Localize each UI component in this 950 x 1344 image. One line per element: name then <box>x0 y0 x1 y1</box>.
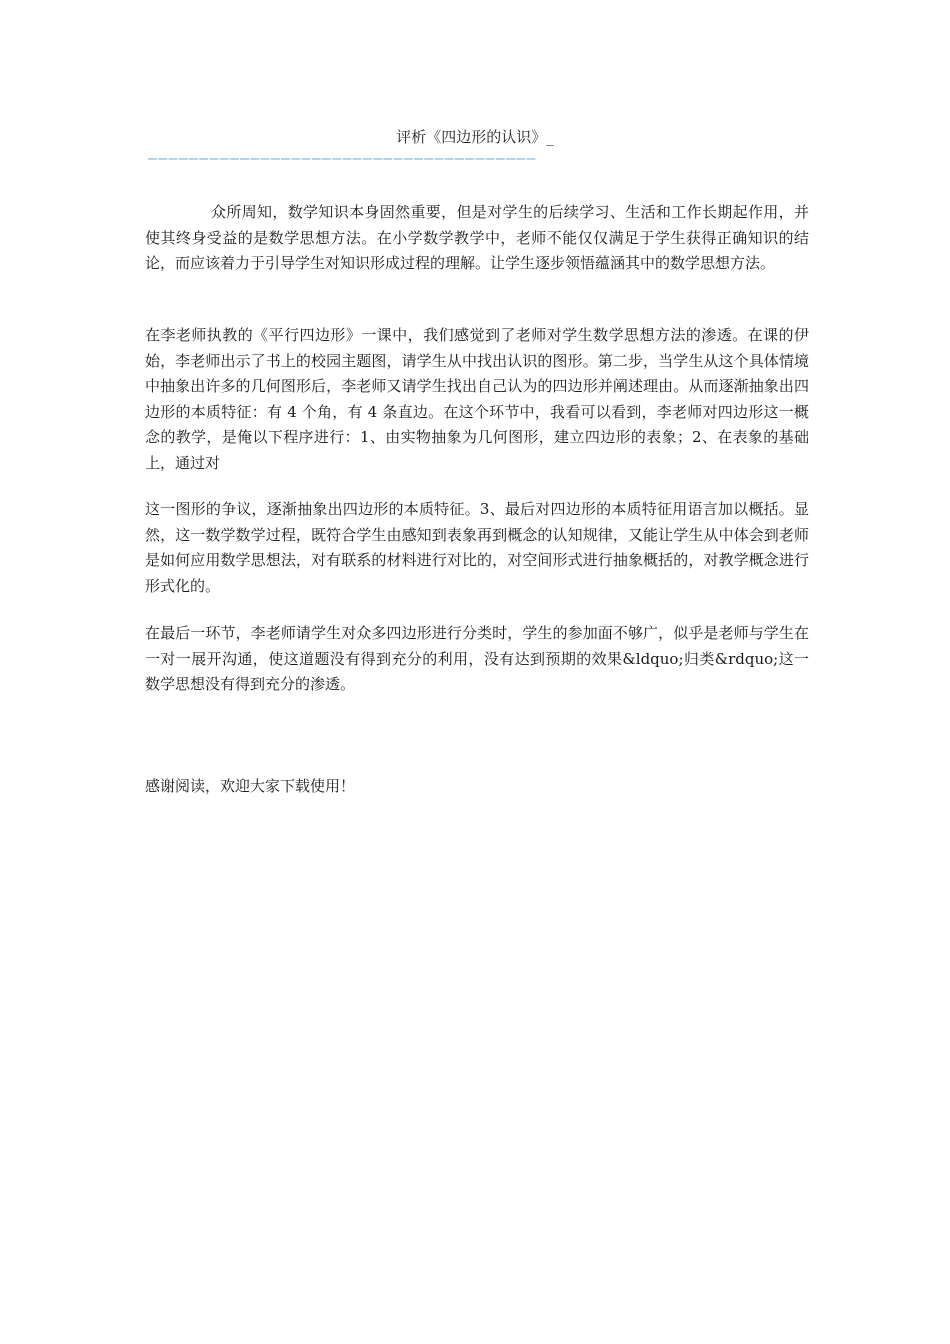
paragraph-lesson-process: 在李老师执教的《平行四边形》一课中，我们感觉到了老师对学生数学思想方法的渗透。在课的伊始，李老师出示了书上的校园主题图，请学生从中找出认识的图形。第二步，当学生从这个具体情境中抽象出许多的几何图形后，李老师又请学生找出自己认为的四边形并阐述理由。从而逐渐抽象出四边形的本质特征：有 4 个角，有 4 条直边。在这个环节中，我看可以看到，李老师对四边形这一概念的教学，是俺以下程序进行：1、由实物抽象为几何图形，建立四边形的表象；2、在表象的基础上，通过对 <box>145 326 809 472</box>
paragraph-lesson-process-continued: 这一图形的争议，逐渐抽象出四边形的本质特征。3、最后对四边形的本质特征用语言加以概括。显然，这一数学数学过程，既符合学生由感知到表象再到概念的认知规律，又能让学生从中体会到老师是如何应用数学思想法，对有联系的材料进行对比的，对空间形式进行抽象概括的，对教学概念进行形式化的。 <box>145 500 809 595</box>
title-separator: —————————————————————————————————————— <box>148 153 537 163</box>
closing-note: 感谢阅读，欢迎大家下载使用！ <box>145 777 356 795</box>
paragraph-intro: 众所周知，数学知识本身固然重要，但是对学生的后续学习、生活和工作长期起作用，并使其终身受益的是数学思想方法。在小学数学教学中，老师不能仅仅满足于学生获得正确知识的结论，而应该着力于引导学生对知识形成过程的理解。让学生逐步领悟蕴涵其中的数学思想方法。 <box>145 203 809 272</box>
document-title: 评析《四边形的认识》_ <box>396 128 554 146</box>
paragraph-final-segment: 在最后一环节，李老师请学生对众多四边形进行分类时，学生的参加面不够广，似乎是老师与学生在一对一展开沟通，使这道题没有得到充分的利用，没有达到预期的效果&ldquo;归类&rdquo;这一数学思想没有得到充分的渗透。 <box>145 624 809 693</box>
